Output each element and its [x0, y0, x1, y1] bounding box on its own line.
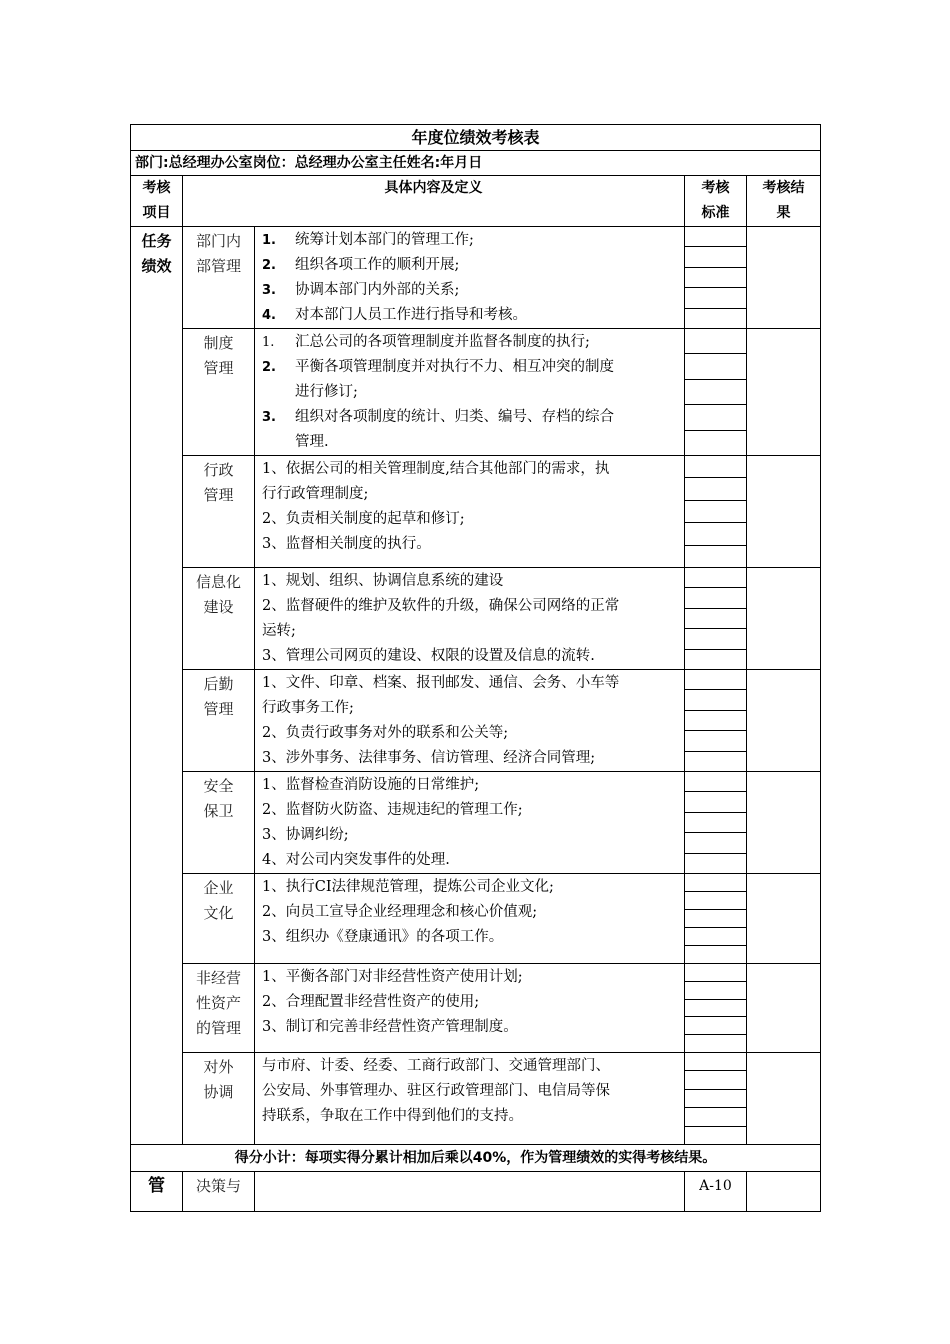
standard-input-slot[interactable]	[685, 405, 746, 430]
standard-input-slot[interactable]	[685, 431, 746, 455]
content-line	[262, 355, 680, 380]
standard-input-slot[interactable]	[685, 1000, 746, 1018]
result-cell[interactable]	[747, 670, 821, 772]
item-number: 1.	[262, 335, 275, 350]
standard-cell	[685, 1053, 747, 1145]
standard-code: A-10	[685, 1172, 747, 1212]
standard-input-slot[interactable]	[685, 731, 746, 751]
standard-input-slot[interactable]	[685, 227, 746, 247]
section-name-line: 性资产	[195, 994, 241, 1012]
standard-slots	[685, 874, 746, 963]
content-line: 1、平衡各部门对非经营性资产使用计划;	[262, 969, 523, 985]
section-content	[255, 568, 685, 670]
result-cell[interactable]	[747, 772, 821, 874]
section-name	[183, 227, 255, 329]
standard-slots	[685, 964, 746, 1052]
content-line: 运转;	[262, 623, 296, 639]
section-row	[131, 456, 821, 568]
content-line: 1、监督检查消防设施的日常维护;	[262, 777, 480, 793]
content-line: 2、监督防火防盗、违规违纪的管理工作;	[262, 802, 523, 818]
standard-input-slot[interactable]	[685, 910, 746, 928]
content-line	[262, 380, 680, 405]
standard-input-slot[interactable]	[685, 650, 746, 669]
result-cell[interactable]	[747, 227, 821, 329]
section-row	[131, 772, 821, 874]
section-name-line: 非经营	[195, 969, 241, 987]
content-line: 持联系，争取在工作中得到他们的支持。	[262, 1108, 523, 1124]
item-text: 管理.	[295, 434, 329, 450]
score-summary: 得分小计：每项实得分累计相加后乘以40%，作为管理绩效的实得考核结果。	[131, 1145, 821, 1172]
standard-cell	[685, 329, 747, 456]
content-line: 3、制订和完善非经营性资产管理制度。	[262, 1019, 518, 1035]
section-name-line: 管理	[203, 359, 234, 377]
section-name-line: 部管理	[195, 257, 241, 275]
standard-input-slot[interactable]	[685, 690, 746, 710]
item-number: 4.	[262, 308, 276, 323]
standard-input-slot[interactable]	[685, 568, 746, 588]
form-title: 年度位绩效考核表	[131, 125, 821, 151]
standard-slots	[685, 227, 746, 328]
content-line: 3、监督相关制度的执行。	[262, 536, 431, 552]
content-line: 行政事务工作;	[262, 700, 354, 716]
content-line: 2、向员工宣导企业经理理念和核心价值观;	[262, 904, 538, 920]
content-line: 2、监督硬件的维护及软件的升级，确保公司网络的正常	[262, 598, 620, 614]
section-name-line: 管理	[203, 486, 234, 504]
header-item	[131, 176, 183, 227]
section-name-line: 保卫	[203, 802, 234, 820]
content-line: 2、合理配置非经营性资产的使用;	[262, 994, 480, 1010]
result-cell[interactable]	[747, 874, 821, 964]
section-row	[131, 329, 821, 456]
section-name	[183, 670, 255, 772]
standard-input-slot[interactable]	[685, 1090, 746, 1108]
header-standard-line1: 考核	[701, 180, 730, 196]
content-line	[262, 303, 680, 328]
section-name-line: 管理	[203, 700, 234, 718]
section-name	[183, 568, 255, 670]
section-name-line: 信息化	[195, 573, 241, 591]
section-name	[183, 874, 255, 964]
section-content	[255, 964, 685, 1053]
content-line: 与市府、计委、经委、工商行政部门、交通管理部门、	[262, 1058, 610, 1074]
management-row	[131, 1172, 821, 1212]
standard-input-slot[interactable]	[685, 523, 746, 545]
item-number: 3.	[262, 410, 276, 425]
standard-slots	[685, 456, 746, 567]
standard-input-slot[interactable]	[685, 892, 746, 910]
standard-slots	[685, 568, 746, 669]
result-cell[interactable]	[747, 456, 821, 568]
item-text: 组织对各项制度的统计、归类、编号、存档的综合	[295, 409, 614, 425]
section-row	[131, 874, 821, 964]
standard-input-slot[interactable]	[685, 874, 746, 892]
section-name-line: 制度	[203, 334, 234, 352]
section-row	[131, 1053, 821, 1145]
section-name-line: 安全	[203, 777, 234, 795]
category-line: 绩效	[141, 257, 172, 275]
standard-input-slot[interactable]	[685, 833, 746, 853]
content-line: 1、规划、组织、协调信息系统的建设	[262, 573, 504, 589]
content-line: 行行政管理制度;	[262, 486, 369, 502]
section-name-line: 企业	[203, 879, 234, 897]
section-name	[183, 1053, 255, 1145]
section-name-line: 文化	[203, 904, 234, 922]
standard-input-slot[interactable]	[685, 501, 746, 523]
standard-input-slot[interactable]	[685, 752, 746, 771]
header-result-line2: 果	[776, 205, 791, 221]
section-row	[131, 670, 821, 772]
item-text: 汇总公司的各项管理制度并监督各制度的执行;	[295, 334, 590, 350]
header-item-line2: 项目	[142, 205, 171, 221]
content-line	[262, 405, 680, 430]
form-meta-line: 部门:总经理办公室岗位：总经理办公室主任姓名:年月日	[131, 151, 821, 176]
standard-input-slot[interactable]	[685, 772, 746, 792]
standard-slots	[685, 772, 746, 873]
appraisal-form	[130, 124, 820, 1212]
standard-input-slot[interactable]	[685, 247, 746, 267]
standard-input-slot[interactable]	[685, 792, 746, 812]
section-name-line: 的管理	[195, 1019, 241, 1037]
header-content	[183, 176, 685, 227]
standard-input-slot[interactable]	[685, 1127, 746, 1144]
header-standard-line2: 标准	[701, 205, 730, 221]
content-line: 3、涉外事务、法律事务、信访管理、经济合同管理;	[262, 750, 596, 766]
header-result-line1: 考核结	[762, 180, 805, 196]
content-line: 1、执行CI法律规范管理，提炼公司企业文化;	[262, 879, 554, 895]
section-content	[255, 329, 685, 456]
content-line: 3、管理公司网页的建设、权限的设置及信息的流转.	[262, 648, 595, 664]
item-number: 2.	[262, 360, 276, 375]
item-text: 平衡各项管理制度并对执行不力、相互冲突的制度	[295, 359, 614, 375]
section-content	[255, 772, 685, 874]
summary-row	[131, 1145, 821, 1172]
standard-input-slot[interactable]	[685, 609, 746, 629]
content-line: 3、组织办《登康通讯》的各项工作。	[262, 929, 504, 945]
content-line: 4、对公司内突发事件的处理.	[262, 852, 450, 868]
standard-input-slot[interactable]	[685, 588, 746, 608]
content-line	[262, 253, 680, 278]
section-name	[183, 772, 255, 874]
standard-input-slot[interactable]	[685, 982, 746, 1000]
section-name-line: 后勤	[203, 675, 234, 693]
content-line: 3、协调纠纷;	[262, 827, 349, 843]
content-line	[262, 228, 680, 253]
standard-slots	[685, 1053, 746, 1144]
standard-cell	[685, 964, 747, 1053]
standard-input-slot[interactable]	[685, 288, 746, 308]
standard-input-slot[interactable]	[685, 546, 746, 567]
content-line: 公安局、外事管理办、驻区行政管理部门、电信局等保	[262, 1083, 610, 1099]
category-task-performance	[131, 227, 183, 1145]
section-name-line: 协调	[203, 1083, 234, 1101]
standard-input-slot[interactable]	[685, 1035, 746, 1052]
standard-slots	[685, 329, 746, 455]
standard-cell	[685, 670, 747, 772]
header-item-line1: 考核	[142, 180, 171, 196]
content-line: 1、文件、印章、档案、报刊邮发、通信、会务、小车等	[262, 675, 620, 691]
standard-input-slot[interactable]	[685, 1053, 746, 1071]
standard-input-slot[interactable]	[685, 329, 746, 354]
standard-input-slot[interactable]	[685, 629, 746, 649]
section-name-line: 建设	[203, 598, 234, 616]
category-line: 任务	[141, 232, 172, 250]
section-name	[183, 964, 255, 1053]
section-content	[255, 1172, 685, 1212]
content-line	[262, 430, 680, 455]
standard-input-slot[interactable]	[685, 1071, 746, 1089]
standard-cell	[685, 456, 747, 568]
standard-cell	[685, 772, 747, 874]
standard-input-slot[interactable]	[685, 354, 746, 379]
content-line: 2、负责行政事务对外的联系和公关等;	[262, 725, 509, 741]
item-number: 1.	[262, 233, 276, 248]
result-cell[interactable]	[747, 1172, 821, 1212]
section-row	[131, 568, 821, 670]
header-standard	[685, 176, 747, 227]
standard-slots	[685, 670, 746, 771]
content-line	[262, 278, 680, 303]
standard-input-slot[interactable]	[685, 456, 746, 478]
standard-input-slot[interactable]	[685, 670, 746, 690]
standard-input-slot[interactable]	[685, 380, 746, 405]
section-row	[131, 964, 821, 1053]
section-content	[255, 456, 685, 568]
result-cell[interactable]	[747, 329, 821, 456]
section-content	[255, 874, 685, 964]
item-text: 组织各项工作的顺利开展;	[295, 257, 460, 273]
header-content-label: 具体内容及定义	[384, 180, 483, 196]
section-name-line: 部门内	[195, 232, 241, 250]
standard-input-slot[interactable]	[685, 964, 746, 982]
section-content	[255, 670, 685, 772]
standard-input-slot[interactable]	[685, 309, 746, 328]
standard-input-slot[interactable]	[685, 1108, 746, 1126]
result-cell[interactable]	[747, 964, 821, 1053]
appraisal-table	[130, 124, 821, 1212]
content-line: 1、依据公司的相关管理制度,结合其他部门的需求，执	[262, 461, 610, 477]
standard-input-slot[interactable]	[685, 478, 746, 500]
standard-input-slot[interactable]	[685, 928, 746, 946]
section-name	[183, 329, 255, 456]
standard-cell	[685, 568, 747, 670]
section-content	[255, 1053, 685, 1145]
section-name: 决策与	[183, 1172, 255, 1212]
result-cell[interactable]	[747, 1053, 821, 1145]
header-result	[747, 176, 821, 227]
item-number: 2.	[262, 258, 276, 273]
standard-input-slot[interactable]	[685, 268, 746, 288]
section-content	[255, 227, 685, 329]
section-name-line: 行政	[203, 461, 234, 479]
standard-cell	[685, 874, 747, 964]
item-text: 对本部门人员工作进行指导和考核。	[295, 307, 527, 323]
content-line	[262, 330, 680, 355]
standard-input-slot[interactable]	[685, 946, 746, 963]
standard-input-slot[interactable]	[685, 854, 746, 873]
section-name-line: 对外	[203, 1058, 234, 1076]
item-text: 进行修订;	[295, 384, 358, 400]
category-management: 管	[131, 1172, 183, 1212]
standard-input-slot[interactable]	[685, 813, 746, 833]
standard-input-slot[interactable]	[685, 711, 746, 731]
standard-cell	[685, 227, 747, 329]
content-line: 2、负责相关制度的起草和修订;	[262, 511, 465, 527]
section-row	[131, 227, 821, 329]
item-text: 统筹计划本部门的管理工作;	[295, 232, 474, 248]
standard-input-slot[interactable]	[685, 1017, 746, 1035]
result-cell[interactable]	[747, 568, 821, 670]
item-number: 3.	[262, 283, 276, 298]
section-name	[183, 456, 255, 568]
item-text: 协调本部门内外部的关系;	[295, 282, 460, 298]
